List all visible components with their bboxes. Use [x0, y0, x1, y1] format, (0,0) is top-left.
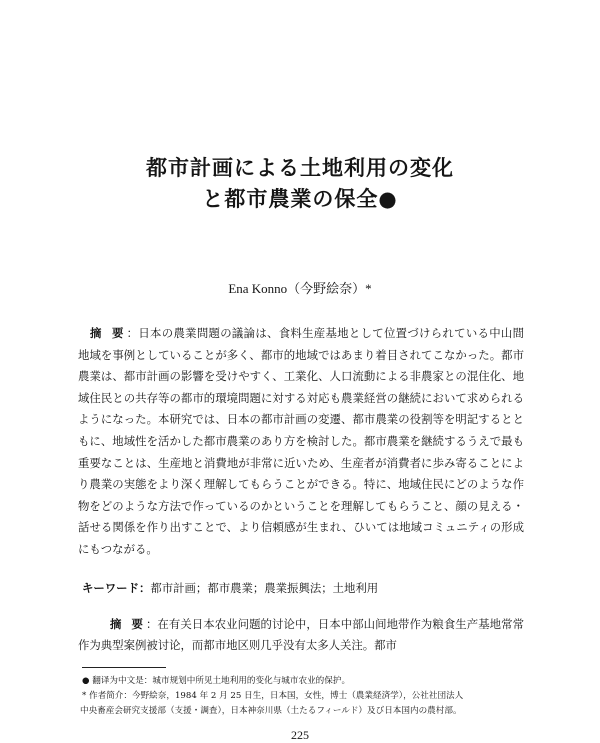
footnotes	[82, 674, 528, 719]
keywords-text: 都市計画；都市農業；農業振興法；土地利用	[150, 581, 379, 595]
author-line: Ena Konno（今野絵奈）*	[228, 281, 372, 296]
footnote-author-bio: * 作者简介：今野絵奈，1984 年 2 月 25 日生，日本国，女性，博士（農業経済学），公社社団法人	[82, 691, 464, 701]
japanese-abstract	[78, 323, 524, 561]
title-line-1: 都市計画による土地利用の変化	[146, 155, 454, 180]
footnote-rule	[82, 667, 166, 668]
title-line-2: と都市農業の保全●	[202, 186, 398, 211]
cn-abstract-text: ：在有关日本农业问题的讨论中，日本中部山间地带作为粮食生产基地常常作为典型案例被讨论，而都市地区则几乎没有太多人关注。都市	[78, 617, 524, 652]
keywords	[82, 580, 522, 596]
abstract-label: 摘 要	[90, 326, 127, 340]
footnote-author-bio-continued: 中央畜産会研究支援部（支援・調査），日本神奈川県（土たるフィールド）及び日本国内の農村部。	[80, 706, 462, 716]
cn-abstract-label: 摘 要	[110, 617, 146, 631]
footnote-translation: ● 翻译为中文是：城市规划中所见土地利用的变化与城市农业的保护。	[82, 676, 351, 686]
abstract-text: ：日本の農業問題の議論は、食料生産基地として位置づけられている中山間地域を事例としていることが多く、都市的地域ではあまり着目されてこなかった。都市農業は、都市計画の影響を受けやすく、工業化、人口流動による非農家との混住化、地域住民との共存等の都市的環境問題に対する対応も農業経営の継続において求められるようになった。本研究では、日本の都市計画の変遷、都市農業の役割等を明記するとともに、地域性を活かした都市農業のあり方を検討した。都市農業を継続するうえで最も重要なことは、生産地と消費地が非常に近いため、生産者が消費者に歩み寄ることにより農業の実態をより深く理解してもらうことができる。特に、地域住民にどのような作物をどのような方法で作っているのかということを理解してもらうこと、顔の見える・話せる関係を作り出すことで、より信頼感が生まれ、ひいては地域コミュニティの形成にもつながる。	[78, 326, 524, 556]
page-number: 225	[291, 728, 309, 742]
chinese-abstract	[78, 614, 524, 656]
keywords-label: キーワード：	[82, 581, 151, 595]
